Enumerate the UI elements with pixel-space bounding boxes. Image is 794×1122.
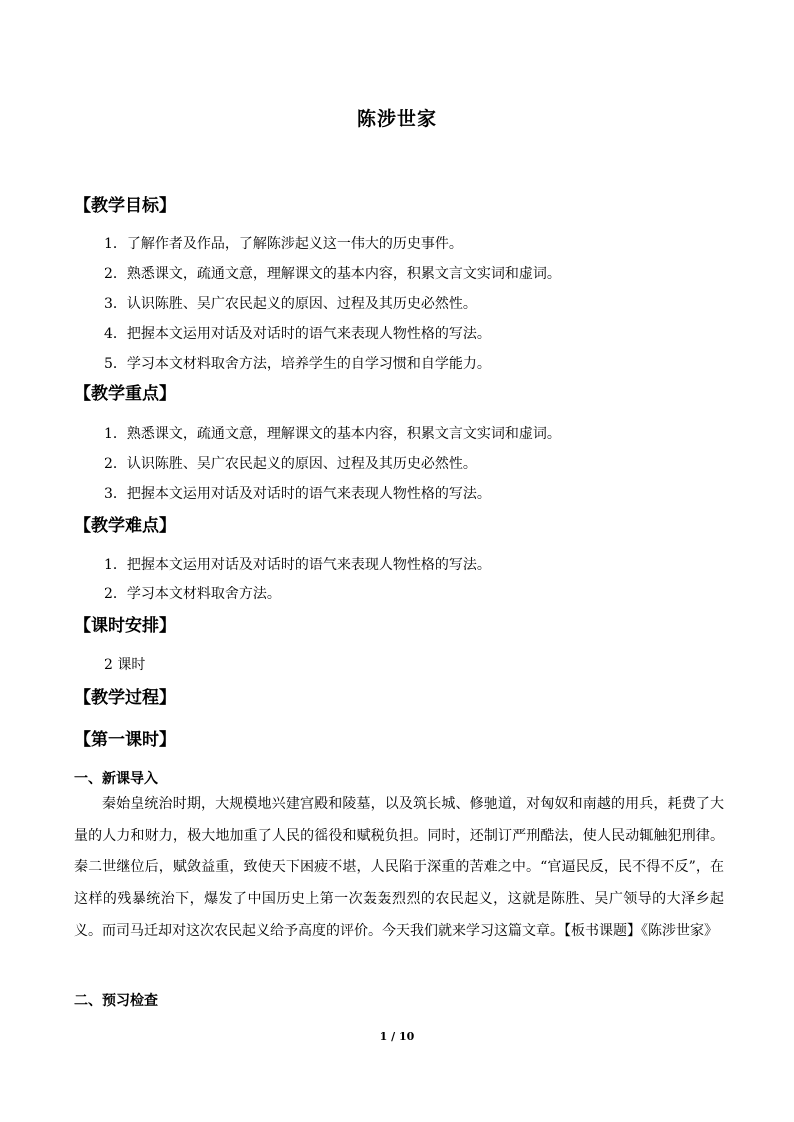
page-title: 陈涉世家: [356, 108, 437, 130]
heading-teaching-goals: 【教学目标】: [74, 196, 176, 216]
heading-teaching-key: 【教学重点】: [74, 384, 176, 404]
goal-item-1: 1．了解作者及作品，了解陈涉起义这一伟大的历史事件。: [104, 236, 463, 252]
goal-item-2: 2．熟悉课文，疏通文意，理解课文的基本内容，积累文言文实词和虚词。: [104, 266, 561, 282]
key-item-1: 1．熟悉课文，疏通文意，理解课文的基本内容，积累文言文实词和虚词。: [104, 426, 561, 442]
difficult-item-2: 2．学习本文材料取舍方法。: [104, 586, 281, 602]
intro-paragraph: 秦始皇统治时期，大规模地兴建宫殿和陵墓，以及筑长城、修驰道，对匈奴和南越的用兵，耗费了大量的人力和财力，极大地加重了人民的徭役和赋税负担。同时，还制订严刑酷法，使人民动辄触犯刑律。秦二世继位后，赋敛益重，致使天下困疲不堪，人民陷于深重的苦难之中。“官逼民反，民不得不反”，在这样的残暴统治下，爆发了中国历史上第一次轰轰烈烈的农民起义，这就是陈胜、吴广领导的大泽乡起义。而司马迁却对这次农民起义给予高度的评价。今天我们就来学习这篇文章。【板书课题】《陈涉世家》: [74, 796, 724, 939]
heading-first-lesson: 【第一课时】: [74, 730, 176, 750]
page-number: 1 / 10: [379, 1030, 415, 1043]
heading-schedule: 【课时安排】: [74, 616, 176, 636]
heading-teaching-process: 【教学过程】: [74, 688, 176, 708]
key-item-3: 3．把握本文运用对话及对话时的语气来表现人物性格的写法。: [104, 486, 491, 502]
heading-teaching-difficult: 【教学难点】: [74, 516, 176, 536]
difficult-item-1: 1．把握本文运用对话及对话时的语气来表现人物性格的写法。: [104, 557, 491, 573]
subheading-intro: 一、新课导入: [74, 771, 158, 787]
goal-item-4: 4．把握本文运用对话及对话时的语气来表现人物性格的写法。: [104, 326, 491, 342]
key-item-2: 2．认识陈胜、吴广农民起义的原因、过程及其历史必然性。: [104, 456, 477, 472]
subheading-preview: 二、预习检查: [74, 993, 158, 1009]
schedule-value: 2 课时: [104, 657, 146, 673]
goal-item-5: 5．学习本文材料取舍方法，培养学生的自学习惯和自学能力。: [104, 356, 491, 372]
goal-item-3: 3．认识陈胜、吴广农民起义的原因、过程及其历史必然性。: [104, 296, 477, 312]
